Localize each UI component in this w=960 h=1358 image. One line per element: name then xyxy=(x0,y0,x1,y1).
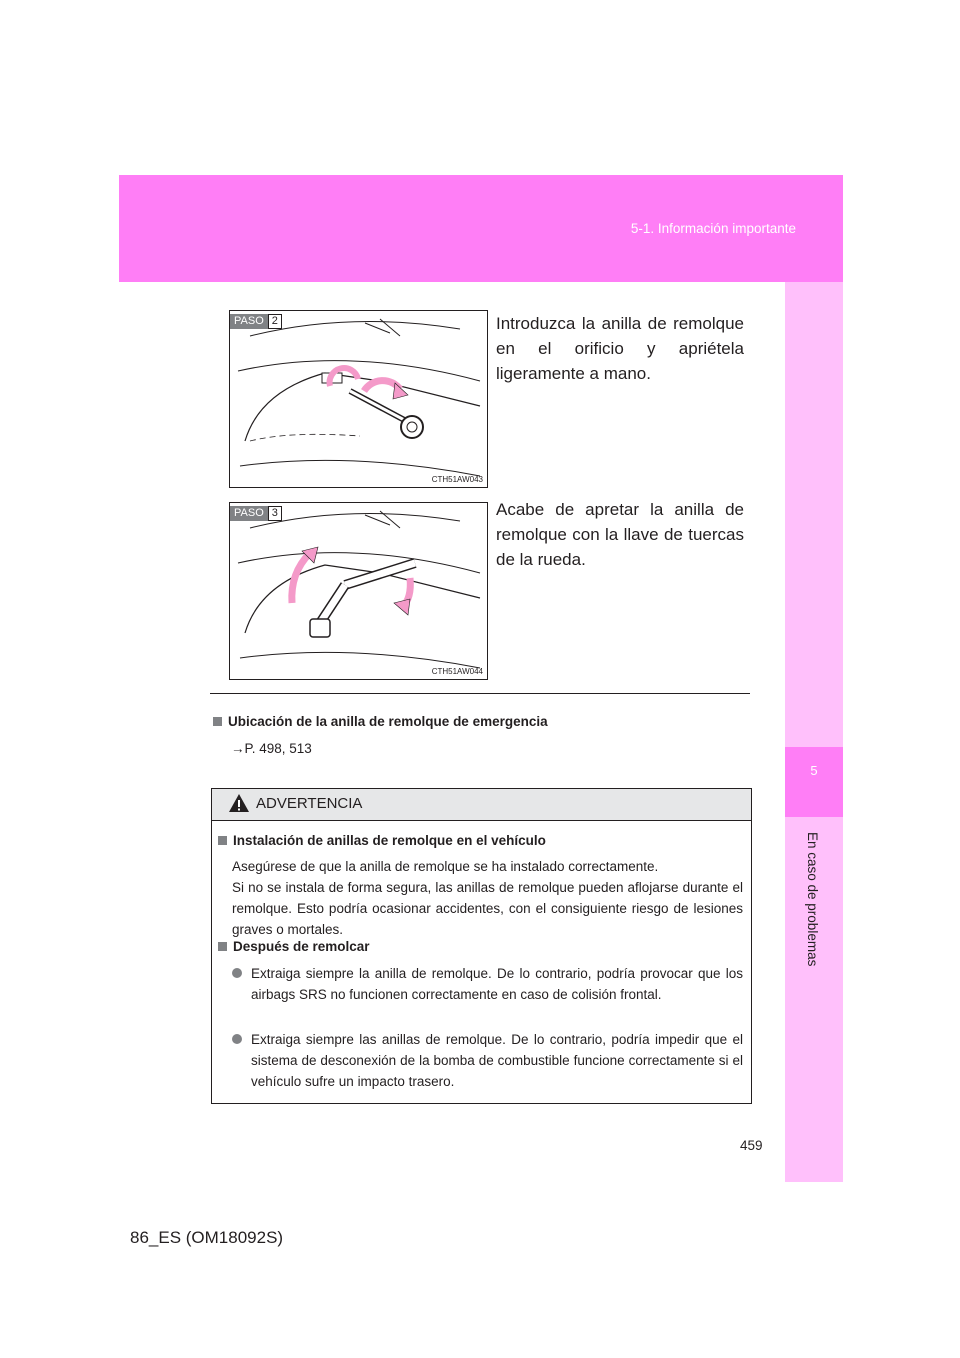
step-tag-word: PASO xyxy=(230,314,268,329)
warning-bullet-text: Extraiga siempre la anilla de remolque. De lo contrario, podría provocar que los airbags SRS no funcionen correctamente en caso de colisión frontal. xyxy=(251,966,743,1002)
document-code: 86_ES (OM18092S) xyxy=(130,1228,284,1247)
circle-bullet-icon xyxy=(232,968,242,978)
step-tag-number: 2 xyxy=(268,314,282,329)
warning-subheading-text: Instalación de anillas de remolque en el vehículo xyxy=(233,833,546,848)
circle-bullet-icon xyxy=(232,1034,242,1044)
section-divider xyxy=(210,693,750,694)
warning-bullet xyxy=(232,1029,743,1092)
figure-code: CTH51AW043 xyxy=(431,475,483,484)
step3-illustration xyxy=(229,502,488,680)
square-bullet-icon xyxy=(213,717,222,726)
warning-bullet-text: Extraiga siempre las anillas de remolque. De lo contrario, podría impedir que el sistema de desconexión de la bomba de combustible funcione correctamente si el vehículo sufre un impacto trasero. xyxy=(251,1032,743,1089)
square-bullet-icon xyxy=(218,836,227,845)
warning-triangle-icon xyxy=(228,793,250,813)
step-tag xyxy=(230,314,282,329)
figure-code: CTH51AW044 xyxy=(431,667,483,676)
wheel-wrench-illustration xyxy=(230,503,487,679)
step-tag-number: 3 xyxy=(268,506,282,521)
location-heading xyxy=(213,714,548,729)
warning-subheading-text: Después de remolcar xyxy=(233,939,370,954)
warning-paragraph: Si no se instala de forma segura, las anillas de remolque pueden aflojarse durante el remolque. Esto podría ocasionar accidentes, con el consiguiente riesgo de lesiones graves o mortales. xyxy=(232,880,743,937)
location-heading-text: Ubicación de la anilla de remolque de emergencia xyxy=(228,714,548,729)
square-bullet-icon xyxy=(218,942,227,951)
page-number: 459 xyxy=(740,1138,763,1153)
step3-instruction: Acabe de apretar la anilla de remolque con la llave de tuercas de la rueda. xyxy=(496,500,744,569)
chapter-number-box xyxy=(785,747,843,817)
warning-box xyxy=(211,788,752,1104)
warning-header xyxy=(212,789,751,821)
step2-instruction: Introduzca la anilla de remolque en el orificio y apriétela ligeramente a mano. xyxy=(496,314,744,383)
step-tag xyxy=(230,506,282,521)
chapter-side-tab xyxy=(785,282,843,1182)
section-title: 5-1. Información importante xyxy=(630,221,796,236)
towing-eyelet-hand-illustration xyxy=(230,311,487,487)
header-band xyxy=(119,175,843,282)
step2-illustration xyxy=(229,310,488,488)
chapter-title: En caso de problemas xyxy=(805,832,820,967)
warning-title: ADVERTENCIA xyxy=(256,795,363,812)
warning-bullet xyxy=(232,963,743,1005)
warning-subheading xyxy=(218,939,370,954)
step-tag-word: PASO xyxy=(230,506,268,521)
warning-subheading xyxy=(218,833,546,848)
warning-paragraph: Asegúrese de que la anilla de remolque se ha instalado correctamente. xyxy=(232,859,659,874)
page-reference-link[interactable]: →P. 498, 513 xyxy=(231,741,312,756)
chapter-number: 5 xyxy=(810,763,818,778)
